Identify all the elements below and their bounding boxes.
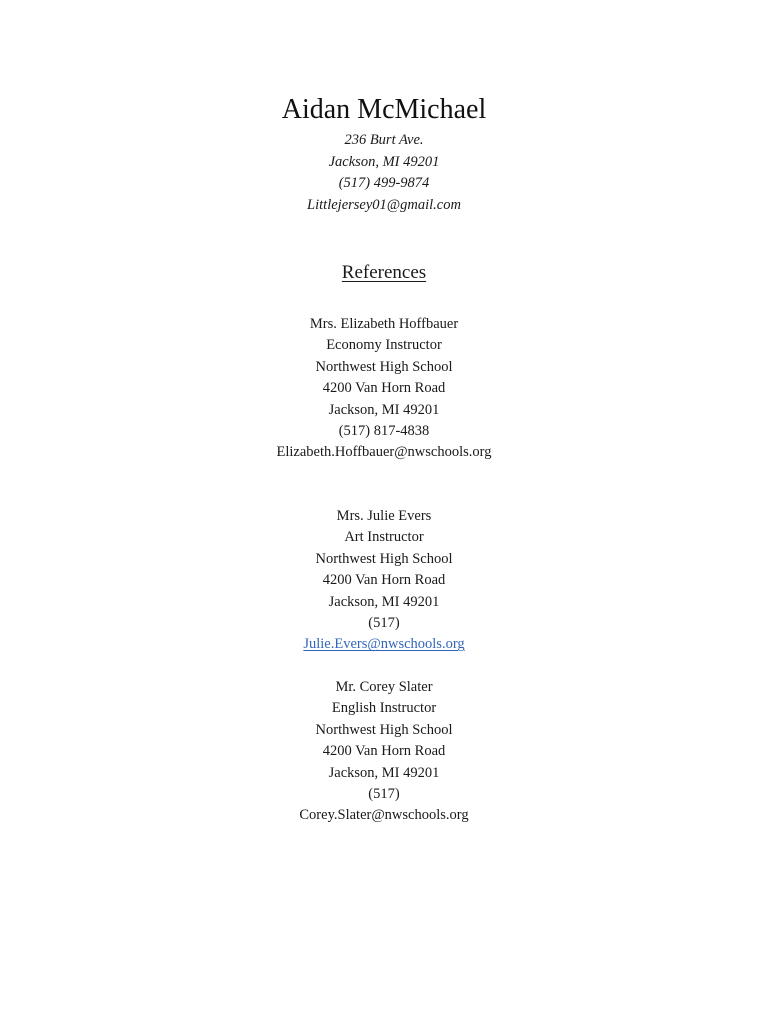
reference-entry [0, 314, 768, 464]
reference-name: Mrs. Julie Evers [336, 508, 432, 524]
reference-phone: (517) 817-4838 [338, 423, 430, 440]
reference-city: Jackson, MI 49201 [328, 593, 440, 610]
reference-entry [0, 677, 768, 827]
reference-name: Mr. Corey Slater [335, 679, 433, 695]
reference-title: English Instructor [331, 700, 437, 717]
reference-school: Northwest High School [315, 358, 453, 375]
reference-street: 4200 Van Horn Road [322, 743, 446, 760]
reference-phone: (517) [368, 786, 400, 803]
reference-email-link[interactable]: Julie.Evers@nwschools.org [303, 636, 465, 653]
reference-email: Elizabeth.Hoffbauer@nwschools.org [276, 444, 492, 461]
reference-email-line [0, 634, 768, 655]
reference-entry [0, 506, 768, 656]
applicant-city: Jackson, MI 49201 [328, 153, 440, 170]
reference-street: 4200 Van Horn Road [322, 572, 446, 589]
reference-city: Jackson, MI 49201 [328, 401, 440, 418]
applicant-phone: (517) 499-9874 [338, 175, 430, 191]
reference-street: 4200 Van Horn Road [322, 380, 446, 397]
applicant-name: Aidan McMichael [281, 94, 487, 125]
references-heading: References [341, 262, 427, 283]
reference-name: Mrs. Elizabeth Hoffbauer [309, 316, 459, 332]
reference-phone: (517) [368, 615, 400, 632]
applicant-email: Littlejersey01@gmail.com [307, 196, 461, 213]
reference-city: Jackson, MI 49201 [328, 764, 440, 781]
reference-title: Economy Instructor [326, 337, 442, 354]
reference-school: Northwest High School [315, 550, 453, 567]
applicant-contact-block [0, 130, 768, 216]
reference-email: Corey.Slater@nwschools.org [299, 807, 469, 824]
reference-school: Northwest High School [315, 721, 453, 738]
applicant-address: 236 Burt Ave. [344, 132, 424, 148]
reference-title: Art Instructor [344, 529, 424, 546]
